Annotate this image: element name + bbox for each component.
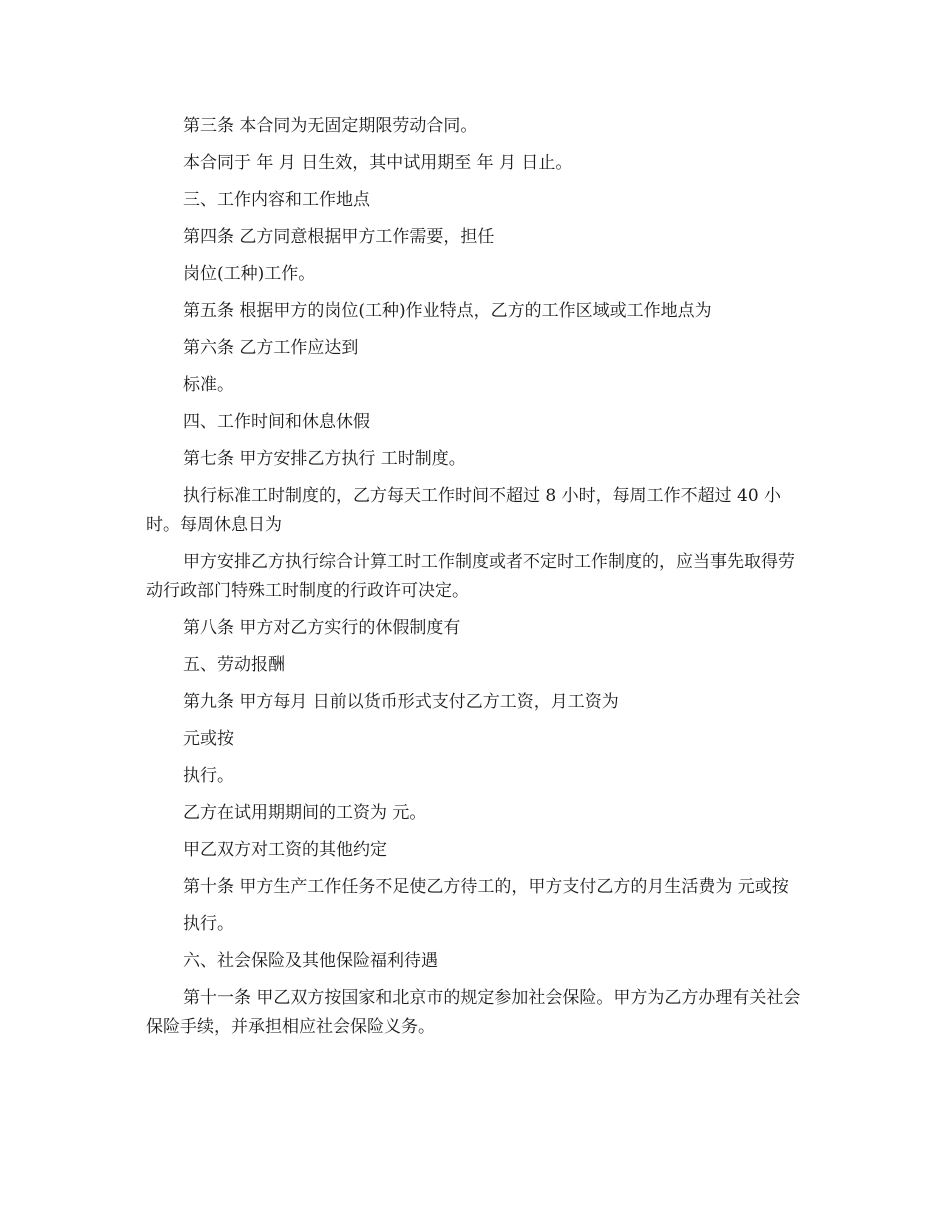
section-heading-6: 六、社会保险及其他保险福利待遇: [183, 951, 438, 971]
paragraph-effective-date: 本合同于 年 月 日生效，其中试用期至 年 月 日止。: [183, 153, 573, 173]
paragraph-article-5: 第五条 根据甲方的岗位(工种)作业特点，乙方的工作区域或工作地点为: [183, 301, 712, 321]
paragraph-special-hours: 甲方安排乙方执行综合计算工时工作制度或者不定时工作制度的，应当事先取得劳动行政部门特殊工时制度的行政许可决定。: [146, 552, 795, 601]
section-heading-4: 四、工作时间和休息休假: [183, 412, 370, 432]
paragraph-article-6: 第六条 乙方工作应达到: [183, 338, 359, 358]
paragraph-article-8: 第八条 甲方对乙方实行的休假制度有: [183, 618, 461, 638]
paragraph-article-10: 第十条 甲方生产工作任务不足使乙方待工的，甲方支付乙方的月生活费为 元或按: [183, 877, 789, 897]
paragraph-article-11: 第十一条 甲乙双方按国家和北京市的规定参加社会保险。甲方为乙方办理有关社会保险手续，并承担相应社会保险义务。: [146, 988, 801, 1037]
paragraph-probation-wage: 乙方在试用期期间的工资为 元。: [183, 803, 427, 823]
paragraph-standard-hours: 执行标准工时制度的，乙方每天工作时间不超过 8 小时，每周工作不超过 40 小时。每周休息日为: [146, 486, 782, 535]
section-heading-5: 五、劳动报酬: [183, 655, 285, 675]
document-body: [146, 112, 808, 1050]
paragraph-article-3: 第三条 本合同为无固定期限劳动合同。: [183, 116, 478, 136]
section-heading-3: 三、工作内容和工作地点: [183, 190, 370, 210]
paragraph-article-6-cont: 标准。: [183, 375, 234, 395]
paragraph-article-4: 第四条 乙方同意根据甲方工作需要，担任: [183, 227, 495, 247]
paragraph-article-10-cont: 执行。: [183, 914, 234, 934]
paragraph-article-9-cont-1: 元或按: [183, 729, 234, 749]
paragraph-article-9: 第九条 甲方每月 日前以货币形式支付乙方工资，月工资为: [183, 692, 619, 712]
paragraph-article-9-cont-2: 执行。: [183, 766, 234, 786]
paragraph-article-4-cont: 岗位(工种)工作。: [183, 264, 316, 284]
paragraph-article-7: 第七条 甲方安排乙方执行 工时制度。: [183, 449, 466, 469]
paragraph-other-wage-terms: 甲乙双方对工资的其他约定: [183, 840, 387, 860]
